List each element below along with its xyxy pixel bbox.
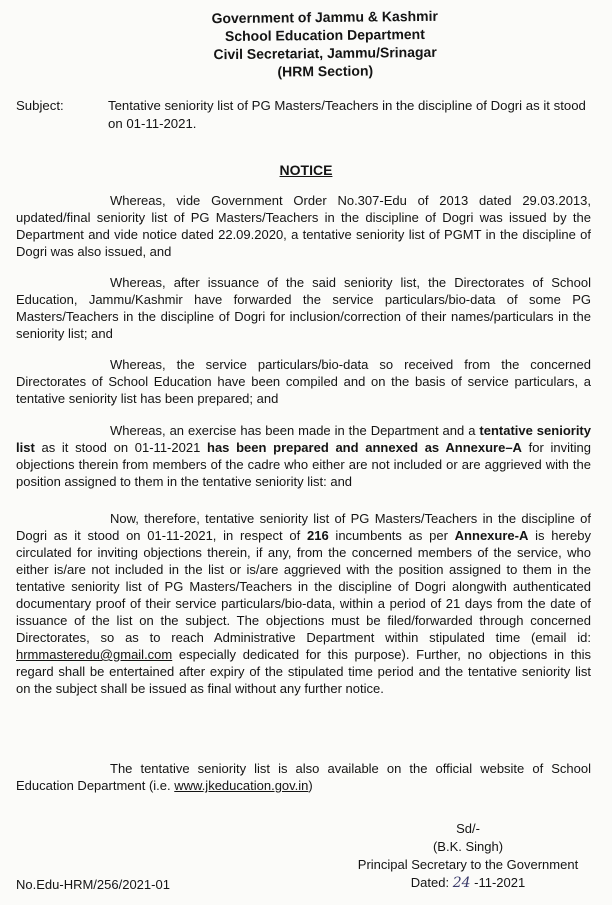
paragraph-2: Whereas, after issuance of the said seniority list, the Directorates of School Education, Jammu/Kashmir have forwarded the service particulars/bio-data of some PG Masters/Teachers in the discipline of Dogri for inclusion/correction of their names/particulars in the seniority list; and bbox=[16, 275, 591, 341]
paragraph-3: Whereas, the service particulars/bio-data so received from the concerned Directorates of School Education have been compiled and on the basis of service particulars, a tentative seniority list has been prepared; and bbox=[16, 357, 591, 406]
paragraph-5 bbox=[16, 510, 591, 697]
notice-title: NOTICE bbox=[279, 162, 333, 178]
paragraph-5-text-3: is hereby circulated for inviting objections therein, if any, from the concerned members of the service, who either is/are not included in the list or is/are aggrieved with the position assigned to them in the tentative seniority list of PG Masters/Teachers in the discipline of Dogri alongwith authenticated documentary proof of their service particulars/bio-data, within a period of 21 days from the date of issuance of the list on the subject. The objections must be filed/forwarded through concerned Directorates, so as to reach Administrative Department within stipulated time (email id: bbox=[16, 528, 591, 645]
dated-rest: -11-2021 bbox=[470, 875, 526, 890]
handwritten-day: 24 bbox=[452, 875, 471, 891]
incumbent-count: 216 bbox=[306, 528, 329, 543]
signatory-designation: Principal Secretary to the Government bbox=[357, 857, 579, 872]
paragraph-4-text-1: Whereas, an exercise has been made in the Department and a bbox=[110, 423, 480, 438]
subject-label: Subject: bbox=[16, 98, 64, 113]
paragraph-1: Whereas, vide Government Order No.307-Edu of 2013 dated 29.03.2013, updated/final seniority list of PG Masters/Teachers in the discipline of Dogri was issued by the Department and vide notice dated 22.09.2020, a tentative seniority list of PGMT in the discipline of Dogri was also issued, and bbox=[16, 193, 591, 259]
letterhead-section: (HRM Section) bbox=[277, 62, 374, 80]
letterhead bbox=[150, 6, 501, 82]
letterhead-department: School Education Department bbox=[224, 25, 425, 45]
paragraph-4 bbox=[16, 422, 591, 490]
dated-label: Dated: bbox=[410, 875, 450, 890]
signature-block bbox=[338, 820, 598, 892]
paragraph-4-text-2: as it stood on 01-11-2021 bbox=[34, 440, 207, 455]
subject-text: Tentative seniority list of PG Masters/Teachers in the discipline of Dogri as it stood on 01-11-2021. bbox=[108, 98, 586, 131]
paragraph-5-text-2: incumbents as per bbox=[328, 528, 455, 543]
paragraph-6-text-2: ) bbox=[308, 778, 313, 793]
paragraph-5-text-1: Now, therefore, tentative seniority list of PG Masters/Teachers in the discipline of Dogri as it stood on 01-11-2021, in respect of bbox=[16, 511, 591, 543]
signatory-name: (B.K. Singh) bbox=[432, 839, 504, 854]
paragraph-4-bold-1: tentative seniority list bbox=[16, 423, 591, 455]
signature-sd: Sd/- bbox=[456, 821, 480, 836]
paragraph-4-text-3: for inviting objections therein from members of the cadre who either are not included or are aggrieved with the position assigned to them in the tentative seniority list: and bbox=[16, 440, 591, 489]
paragraph-6-text-1: The tentative seniority list is also available on the official website of School Education Department (i.e. bbox=[16, 761, 591, 793]
annexure-reference: Annexure-A bbox=[454, 528, 529, 543]
paragraph-4-bold-2: has been prepared and annexed as Annexure–A bbox=[207, 440, 522, 455]
paragraph-5-text-4: especially dedicated for this purpose). Further, no objections in this regard shall be entertained after expiry of the stipulated time period and the tentative seniority list on the subject shall be issued as final without any further notice. bbox=[16, 647, 591, 696]
reference-number: No.Edu-HRM/256/2021-01 bbox=[16, 877, 170, 892]
dated-line bbox=[338, 874, 598, 892]
letterhead-secretariat: Civil Secretariat, Jammu/Srinagar bbox=[213, 43, 437, 63]
paragraph-6 bbox=[16, 760, 591, 794]
letterhead-government: Government of Jammu & Kashmir bbox=[211, 7, 438, 27]
website-link[interactable]: www.jkeducation.gov.in bbox=[174, 778, 309, 793]
email-link[interactable]: hrmmasteredu@gmail.com bbox=[16, 647, 173, 662]
